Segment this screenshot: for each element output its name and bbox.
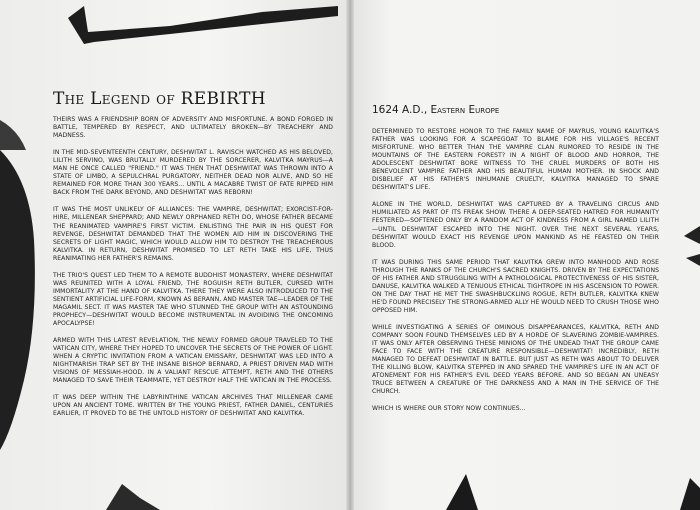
left-paragraph: THE TRIO'S QUEST LED THEM TO A REMOTE BUDDHIST MONASTERY, WHERE DESHWITAT WAS REUNITED WITH A LOYAL FRIEND, THE ROGUISH RETH BUTLER, CURSED WITH IMMORTALITY AT THE HAND OF KALVITKA. THERE THEY WERE ALSO INTRODUCED TO THE SENTIENT ARTIFICIAL LIFE-FORM, KNOWN AS BERANN, AND MASTER TAE—LEADER OF THE MAGAMIL SECT. IT WAS MASTER TAE WHO STUNNED THE GROUP WITH AN ASTOUNDING PROPHECY—DESHWITAT WOULD BECOME INSTRUMENTAL IN AVOIDING THE ONCOMING APOCALYPSE!: [53, 271, 333, 328]
left-paragraph: IN THE MID-SEVENTEENTH CENTURY, DESHWITAT L. RAVISCH WATCHED AS HIS BELOVED, LILITH SERVINO, WAS BRUTALLY MURDERED BY THE SORCERER, KALVITKA MAYRUS—A MAN HE ONCE CALLED "FRIEND." IT WAS THEN THAT DESHWITAT WAS THROWN INTO A STATE OF LIMBO, A SEPULCHRAL PURGATORY, NEITHER DEAD NOR ALIVE, AND SO HE REMAINED FOR MORE THAN 300 YEARS... UNTIL A MACABRE TWIST OF FATE RIPPED HIM BACK FROM THE DARK BEYOND, AND DESHWITAT WAS REBORN!: [53, 149, 333, 197]
right-paragraph: WHICH IS WHERE OUR STORY NOW CONTINUES...: [372, 405, 526, 413]
right-paragraph: DETERMINED TO RESTORE HONOR TO THE FAMILY NAME OF MAYRUS, YOUNG KALVITKA'S FATHER WAS LOOKING FOR A SCAPEGOAT TO BLAME FOR HIS VILLAGE'S RECENT MISFORTUNE. WHO BETTER THAN THE VAMPIRE CLAN RUMORED TO RESIDE IN THE MOUNTAINS OF THE EASTERN FOREST? IN A NIGHT OF BLOOD AND HORROR, THE ADOLESCENT DESHWITAT BORE WITNESS TO THE CRUEL MURDERS OF BOTH HIS BENEVOLENT VAMPIRE FATHER AND HIS BEAUTIFUL HUMAN MOTHER. IN SHOCK AND DISBELIEF AT HIS FATHER'S INHUMANE CRUELTY, KALVITKA MANAGED TO SPARE DESHWITAT'S LIFE.: [372, 128, 659, 192]
left-paragraph: IT WAS THE MOST UNLIKELY OF ALLIANCES: THE VAMPIRE, DESHWITAT; EXORCIST-FOR-HIRE, MILLENEAR SHEPPARD; AND NEWLY ORPHANED RETH DO, WHOSE FATHER BECAME THE REANIMATED VAMPIRE'S FIRST VICTIM. ENLISTING THE PAIR IN HIS QUEST FOR REVENGE, DESHWITAT DEMANDED THAT THE WOMEN AID HIM IN DISCOVERING THE SECRETS OF LIGHT MAGIC, WHICH WOULD ALLOW HIM TO DESTROY THE TREACHEROUS KALVITKA. IN RETURN, DESHWITAT PROMISED TO LET RETH TAKE HIS LIFE, THUS REANIMATING HER FATHER'S REMAINS.: [53, 206, 333, 262]
legend-title: The Legend of REBIRTH: [53, 89, 266, 109]
left-paragraph: THEIRS WAS A FRIENDSHIP BORN OF ADVERSITY AND MISFORTUNE. A BOND FORGED IN BATTLE, TEMPERED BY RESPECT, AND ULTIMATELY BROKEN—BY TREACHERY AND MADNESS.: [53, 116, 333, 140]
chapter-heading: 1624 A.D., Eastern Europe: [372, 104, 500, 116]
left-paragraph: ARMED WITH THIS LATEST REVELATION, THE NEWLY FORMED GROUP TRAVELED TO THE VATICAN CITY, WHERE THEY HOPED TO UNCOVER THE SECRETS OF THE POWER OF LIGHT. WHEN A CRYPTIC INVITATION FROM A VATICAN EMISSARY, DESHWITAT WAS LED INTO A NIGHTMARISH TRAP SET BY THE INSANE BISHOP BERNARD, A PRIEST DRIVEN MAD WITH VISIONS OF MESSIAH-HOOD. IN A VALIANT RESCUE ATTEMPT, RETH AND THE OTHERS MANAGED TO SAVE THEIR TEAMMATE, YET DESTROY HALF THE VATICAN IN THE PROCESS.: [53, 337, 333, 385]
right-column-text: [372, 128, 659, 422]
page-gutter: [346, 0, 354, 510]
left-paragraph: IT WAS DEEP WITHIN THE LABYRINTHINE VATICAN ARCHIVES THAT MILLENEAR CAME UPON AN ANCIENT TOME. WRITTEN BY THE YOUNG PRIEST, FATHER DANIEL, CENTURIES EARLIER, IT PROVED TO BE THE UNTOLD HISTORY OF DESHWITAT AND KALVITKA.: [53, 394, 333, 418]
right-paragraph: ALONE IN THE WORLD, DESHWITAT WAS CAPTURED BY A TRAVELING CIRCUS AND HUMILIATED AS PART OF ITS FREAK SHOW. THERE A DEEP-SEATED HATRED FOR HUMANITY FESTERED—SOFTENED ONLY BY A RANDOM ACT OF KINDNESS FROM A GIRL NAMED LILITH—UNTIL DESHWITAT ESCAPED INTO THE NIGHT. OVER THE NEXT SEVERAL YEARS, DESHWITAT WOULD EXACT HIS REVENGE UPON MANKIND AS HE FEASTED ON THEIR BLOOD.: [372, 201, 659, 249]
right-paragraph: IT WAS DURING THIS SAME PERIOD THAT KALVITKA GREW INTO MANHOOD AND ROSE THROUGH THE RANKS OF THE CHURCH'S SACRED KNIGHTS. DRIVEN BY THE EXPECTATIONS OF HIS FATHER AND STRUGGLING WITH A PATHOLOGICAL PROTECTIVENESS OF HIS SISTER, DANUSE, KALVITKA WALKED A TENUOUS ETHICAL TIGHTROPE IN HIS ASCENSION TO POWER. ON THE DAY THAT HE MET THE SWASHBUCKLING ROGUE, RETH BUTLER, KALVITKA KNEW HE'D FOUND PRECISELY THE STRONG-ARMED ALLY HE WOULD NEED TO CRUSH THOSE WHO OPPOSED HIM.: [372, 258, 659, 314]
left-column-text: [53, 116, 333, 428]
right-paragraph: WHILE INVESTIGATING A SERIES OF OMINOUS DISAPPEARANCES, KALVITKA, RETH AND COMPANY SOON FOUND THEMSELVES LED BY A HORDE OF SLAVERING ZOMBIE-VAMPIRES. IT WAS ONLY AFTER OBSERVING THESE MINIONS OF THE UNDEAD THAT THE GROUP CAME FACE TO FACE WITH THE CREATURE RESPONSIBLE—DESHWITAT! INCREDIBLY, RETH MANAGED TO DEFEAT DESHWITAT IN BATTLE. BUT JUST AS RETH WAS ABOUT TO DELIVER THE KILLING BLOW, KALVITKA STEPPED IN AND SPARED THE VAMPIRE'S LIFE IN AN ACT OF ATONEMENT FOR HIS FATHER'S EVIL DEED YEARS BEFORE. AND SO BEGAN AN UNEASY TRUCE BETWEEN A CREATURE OF THE DARKNESS AND A MAN IN THE SERVICE OF THE CHURCH.: [372, 323, 659, 396]
